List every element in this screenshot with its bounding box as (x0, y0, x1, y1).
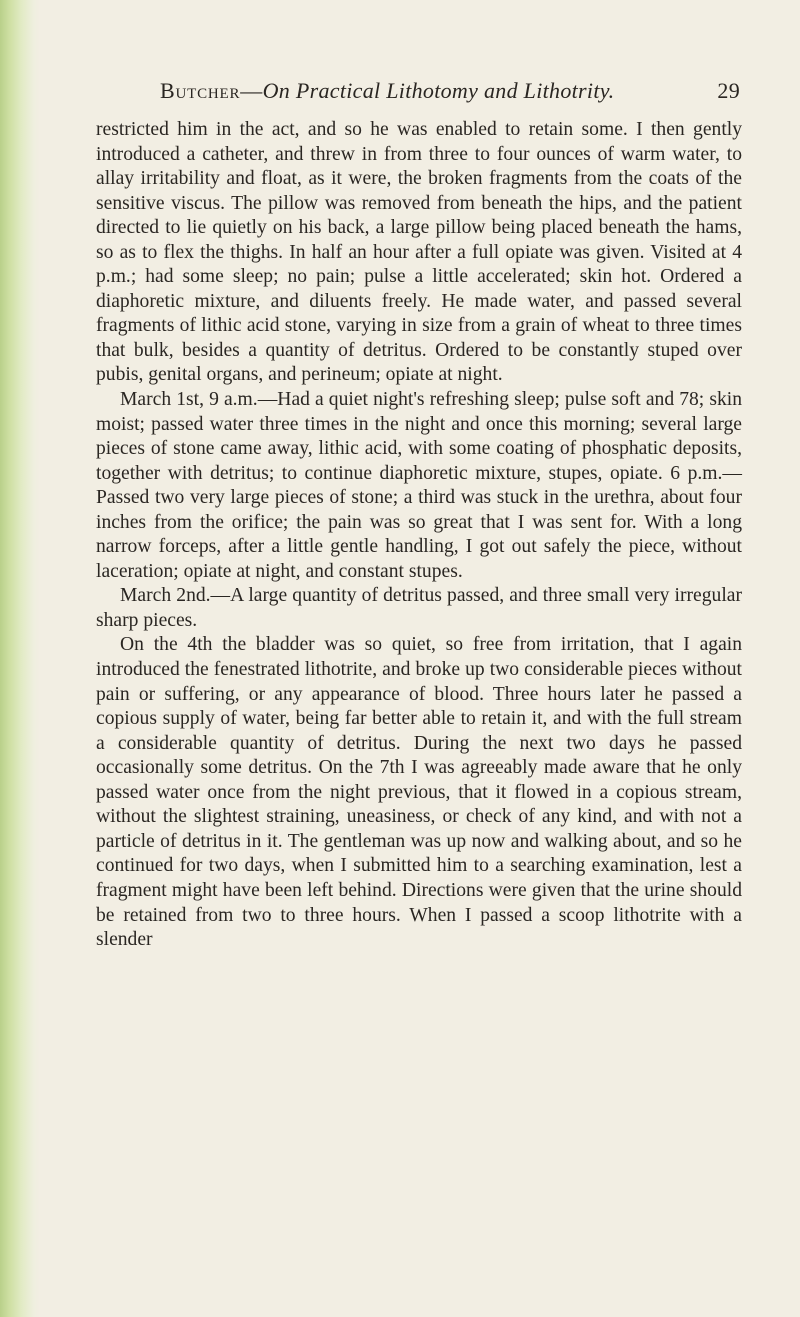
running-head-author: Butcher (160, 78, 241, 103)
running-head (160, 78, 740, 108)
page-number: 29 (717, 78, 740, 103)
body-text (96, 118, 742, 953)
running-head-title: On Practical Lithotomy and Lithotrity. (262, 78, 615, 103)
paragraph: March 1st, 9 a.m.—Had a quiet night's refreshing sleep; pulse soft and 78; skin moist; passed water three times in the night and once this morning; several large pieces of stone came away, lithic acid, with some coating of phosphatic deposits, together with detritus; to continue diaphoretic mixture, stupes, opiate. 6 p.m.—Passed two very large pieces of stone; a third was stuck in the urethra, about four inches from the orifice; the pain was so great that I was sent for. With a long narrow forceps, after a little gentle handling, I got out safely the piece, without laceration; opiate at night, and constant stupes. (96, 389, 742, 582)
paragraph: March 2nd.—A large quantity of detritus passed, and three small very irregular sharp pieces. (96, 585, 742, 631)
paragraph: On the 4th the bladder was so quiet, so free from irritation, that I again introduced the fenestrated lithotrite, and broke up two considerable pieces without pain or suffering, or any appearance of blood. Three hours later he passed a copious supply of water, being far better able to retain it, and with the full stream a considerable quantity of detritus. During the next two days he passed occasionally some detritus. On the 7th I was agreeably made aware that he only passed water once from the night previous, that it flowed in a copious stream, without the slightest straining, uneasiness, or check of any kind, and with not a particle of detritus in it. The gentleman was up now and walking about, and so he continued for two days, when I submitted him to a searching examination, lest a fragment might have been left behind. Directions were given that the urine should be retained from two to three hours. When I passed a scoop lithotrite with a slender (96, 634, 742, 951)
paragraph: restricted him in the act, and so he was enabled to retain some. I then gently introduced a catheter, and threw in from three to four ounces of warm water, to allay irritability and float, as it were, the broken fragments from the coats of the sensitive viscus. The pillow was removed from beneath the hips, and the patient directed to lie quietly on his back, a large pillow being placed beneath the hams, so as to flex the thighs. In half an hour after a full opiate was given. Visited at 4 p.m.; had some sleep; no pain; pulse a little accelerated; skin hot. Ordered a diaphoretic mixture, and diluents freely. He made water, and passed several fragments of lithic acid stone, varying in size from a grain of wheat to three times that bulk, besides a quantity of detritus. Ordered to be constantly stuped over pubis, genital organs, and perineum; opiate at night. (96, 119, 742, 386)
running-head-separator: — (240, 78, 263, 103)
